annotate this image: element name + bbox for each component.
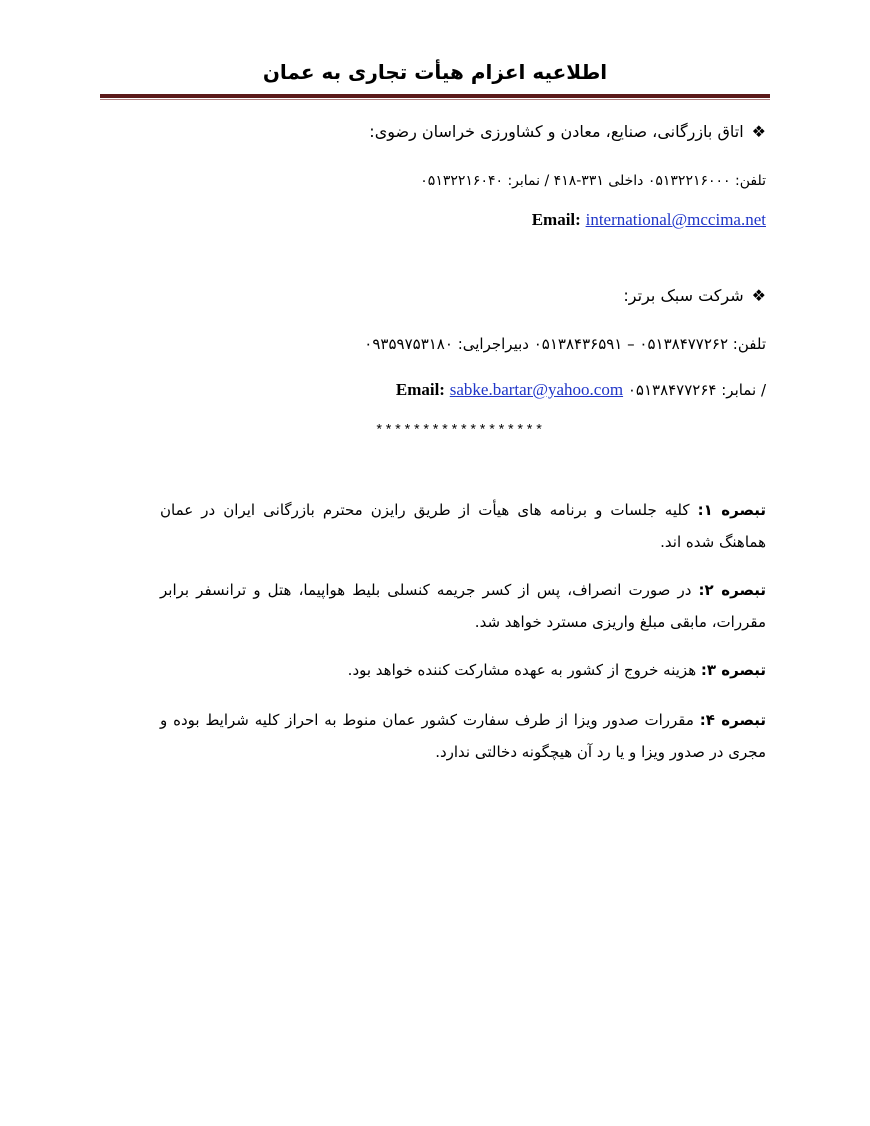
section2-email-link[interactable]: sabke.bartar@yahoo.com — [449, 380, 624, 399]
note-label: تبصره ۱: — [697, 501, 766, 519]
title-divider-thin — [100, 99, 770, 100]
section1-email-link[interactable]: international@mccima.net — [585, 210, 766, 229]
note-1 — [160, 494, 766, 558]
section2-fax-email-row — [396, 379, 766, 401]
section1-title: اتاق بازرگانی، صنایع، معادن و کشاورزی خراسان رضوی: — [369, 122, 744, 141]
diamond-bullet-icon: ❖ — [751, 286, 766, 305]
note-3 — [160, 654, 766, 686]
section1-phone: تلفن: ۰۵۱۳۲۲۱۶۰۰۰ داخلی ۳۳۱-۴۱۸ / نمابر: ۰۵۱۳۲۲۱۶۰۴۰ — [420, 173, 766, 189]
section2-title: شرکت سبک برتر: — [623, 286, 744, 305]
diamond-bullet-icon: ❖ — [751, 122, 766, 141]
section2-heading — [623, 285, 766, 307]
note-text: در صورت انصراف، پس از کسر جریمه کنسلی بلیط هواپیما، هتل و ترانسفر برابر مقررات، مابقی مبلغ واریزی مسترد خواهد شد. — [160, 581, 766, 631]
separator-stars: ****************** — [375, 423, 545, 439]
section1-email-row — [532, 209, 766, 231]
email-label: Email: — [531, 210, 581, 229]
note-4 — [160, 704, 766, 768]
note-label: تبصره ۳: — [700, 661, 766, 679]
note-text: مقررات صدور ویزا از طرف سفارت کشور عمان منوط به احراز کلیه شرایط بوده و مجری در صدور ویزا و یا رد آن هیچگونه دخالتی ندارد. — [160, 711, 766, 761]
section1-heading — [369, 121, 766, 143]
note-label: تبصره ۴: — [699, 711, 766, 729]
page-title: اطلاعیه اعزام هیأت تجاری به عمان — [262, 60, 608, 84]
section2-fax: نمابر: ۰۵۱۳۸۴۷۷۲۶۴ / — [627, 381, 766, 399]
note-text: کلیه جلسات و برنامه های هیأت از طریق رایزن محترم بازرگانی ایران در عمان هماهنگ شده اند. — [160, 501, 766, 551]
note-2 — [160, 574, 766, 638]
email-label: Email: — [395, 380, 445, 399]
note-label: تبصره ۲: — [698, 581, 766, 599]
title-divider — [100, 94, 770, 98]
note-text: هزینه خروج از کشور به عهده مشارکت کننده خواهد بود. — [347, 661, 697, 679]
section2-phone: تلفن: ۰۵۱۳۸۴۷۷۲۶۲ – ۰۵۱۳۸۴۳۶۵۹۱ دبیراجرایی: ۰۹۳۵۹۷۵۳۱۸۰ — [364, 335, 766, 353]
